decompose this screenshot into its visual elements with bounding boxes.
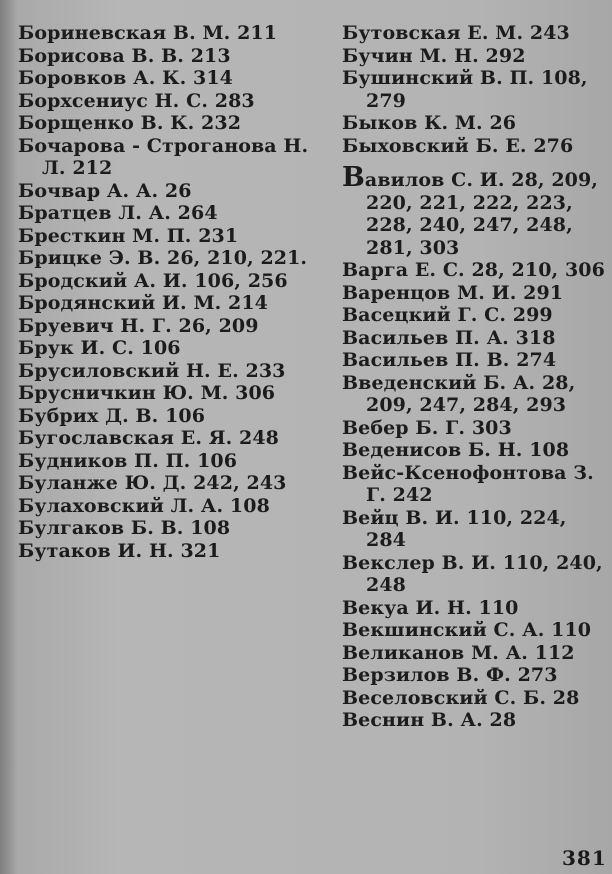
index-entry: Бушинский В. П. 108, 279 — [342, 67, 588, 112]
index-entry: Бугославская Е. Я. 248 — [18, 427, 280, 449]
index-entry: Варга Е. С. 28, 210, 306 — [342, 259, 605, 281]
index-entry: Введенский Б. А. 28, 209, 247, 284, 293 — [342, 371, 576, 416]
section-initial-letter: В — [342, 162, 365, 193]
index-entry: Брусничкин Ю. М. 306 — [18, 382, 276, 404]
index-entry: Борхсениус Н. С. 283 — [18, 89, 255, 112]
index-entry: Векслер В. И. 110, 240, 248 — [342, 551, 603, 596]
index-column-left — [18, 22, 336, 562]
index-entry: Веселовский С. Б. 28 — [342, 686, 580, 709]
index-entry: Вейс-Ксенофонтова З. Г. 242 — [342, 461, 594, 506]
index-entry: Будников П. П. 106 — [18, 449, 238, 472]
index-entry: Векшинский С. А. 110 — [342, 619, 592, 641]
index-entry: Боровков А. К. 314 — [18, 67, 233, 89]
index-entry: Бродянский И. М. 214 — [18, 292, 268, 314]
index-entry-text: авилов С. И. 28, 209, 220, 221, 222, 223, 228, 240, 247, 248, 281, 303 — [364, 169, 598, 259]
index-entry: Бродский А. И. 106, 256 — [18, 269, 288, 292]
index-entry: Бутовская Е. М. 243 — [342, 22, 570, 44]
index-entry: Верзилов В. Ф. 273 — [342, 664, 558, 686]
index-entry: Великанов М. А. 112 — [342, 641, 575, 664]
index-entry: Бучин М. Н. 292 — [342, 44, 526, 67]
index-entry: Веснин В. А. 28 — [342, 709, 517, 731]
index-entry: Буланже Ю. Д. 242, 243 — [18, 472, 287, 494]
index-column-right — [342, 22, 608, 732]
page-number: 381 — [562, 846, 607, 870]
index-entry: Васецкий Г. С. 299 — [342, 304, 553, 326]
index-entry: Быховский Б. Е. 276 — [342, 134, 574, 157]
index-entry: Васильев П. В. 274 — [342, 349, 557, 371]
index-entry: Бочарова - Строганова Н. Л. 212 — [18, 134, 309, 179]
index-entry: Бубрих Д. В. 106 — [18, 404, 206, 427]
index-entry: Борщенко В. К. 232 — [18, 112, 242, 134]
index-entry: Вебер Б. Г. 303 — [342, 416, 512, 439]
index-entry: Бруевич Н. Г. 26, 209 — [18, 314, 259, 337]
index-entry-section-start — [342, 162, 608, 259]
index-entry: Варенцов М. И. 291 — [342, 281, 564, 304]
index-entry: Бориневская В. М. 211 — [18, 22, 278, 44]
index-entry: Брусиловский Н. Е. 233 — [18, 359, 286, 382]
index-entry: Векуа И. Н. 110 — [342, 596, 519, 619]
index-entry: Брицке Э. В. 26, 210, 221. — [18, 247, 308, 269]
index-entry: Веденисов Б. Н. 108 — [342, 439, 570, 461]
index-entry: Бресткин М. П. 231 — [18, 224, 239, 247]
index-entry: Вейц В. И. 110, 224, 284 — [342, 506, 567, 551]
index-entry: Борисова В. В. 213 — [18, 44, 231, 67]
index-entry: Братцев Л. А. 264 — [18, 202, 218, 224]
index-entry: Быков К. М. 26 — [342, 112, 517, 134]
index-entry: Бутаков И. Н. 321 — [18, 539, 221, 562]
index-entry: Булаховский Л. А. 108 — [18, 494, 270, 517]
index-entry: Булгаков Б. В. 108 — [18, 517, 231, 539]
index-entry: Бочвар А. А. 26 — [18, 179, 192, 202]
index-entry: Васильев П. А. 318 — [342, 326, 556, 349]
index-entry: Брук И. С. 106 — [18, 337, 181, 359]
